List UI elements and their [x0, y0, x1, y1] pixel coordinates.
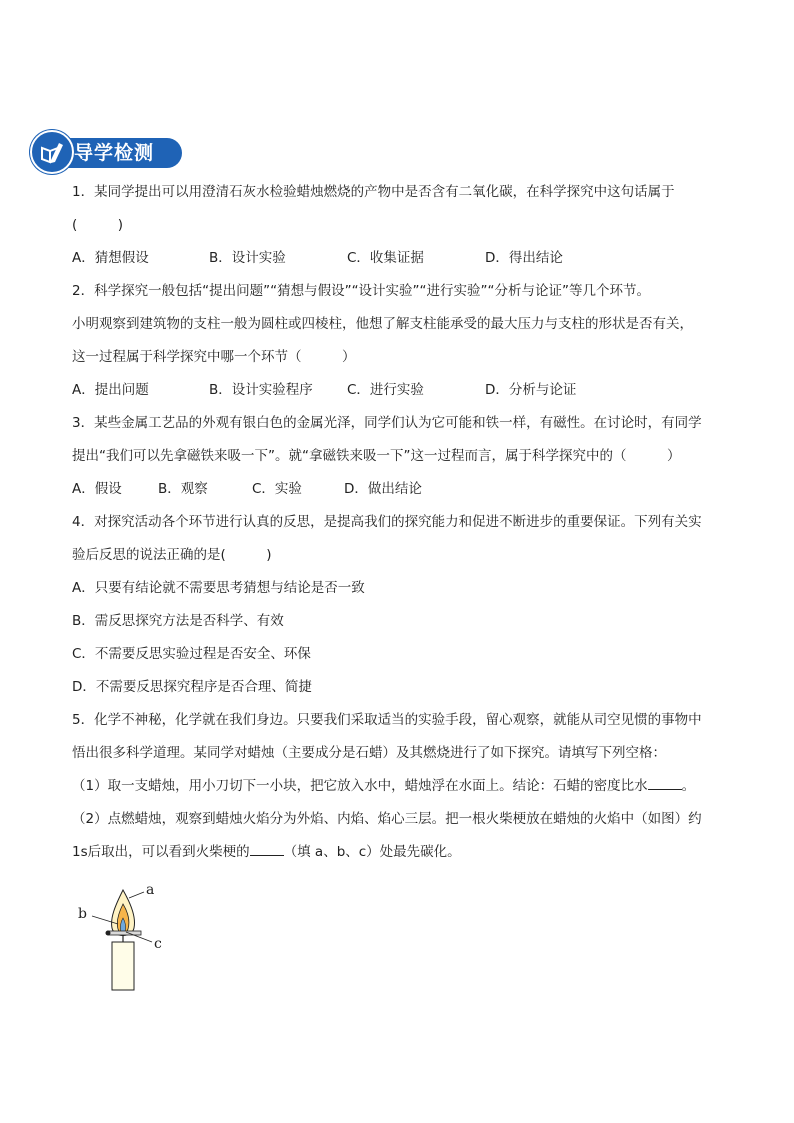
q3-option-c[interactable]: C．实验 — [252, 481, 302, 497]
q5-stem-line-2: 悟出很多科学道理。某同学对蜡烛（主要成分是石蜡）及其燃烧进行了如下探究。请填写下列空格： — [72, 745, 666, 761]
q5-sub2-end: （填 a、b、c）处最先碳化。 — [283, 844, 461, 860]
section-title: 导学检测 — [74, 142, 155, 164]
q2-option-a[interactable]: A．提出问题 — [72, 382, 149, 398]
q4-option-b[interactable]: B．需反思探究方法是否科学、有效 — [72, 613, 284, 629]
q2-stem-line-1: 2．科学探究一般包括“提出问题”“猜想与假设”“设计实验”“进行实验”“分析与论证”等几个环节。 — [72, 283, 651, 299]
q5-sub2-text: 1s后取出，可以看到火柴梗的 — [72, 844, 250, 860]
q5-sub1-blank[interactable] — [648, 775, 682, 790]
q2-option-d[interactable]: D．分析与论证 — [485, 382, 577, 398]
q2-option-b[interactable]: B．设计实验程序 — [209, 382, 313, 398]
q4-option-d[interactable]: D．不需要反思探究程序是否合理、简捷 — [72, 679, 312, 695]
match-stick — [108, 931, 141, 935]
q3-stem-line-2: 提出“我们可以先拿磁铁来吸一下”。就“拿磁铁来吸一下”这一过程而言，属于科学探究中的（ ） — [72, 448, 681, 464]
pencil-book-icon — [30, 130, 74, 174]
q5-stem-line-1: 5．化学不神秘，化学就在我们身边。只要我们采取适当的实验手段，留心观察，就能从司空见惯的事物中 — [72, 712, 702, 728]
section-header — [30, 130, 182, 172]
q2-option-c[interactable]: C．进行实验 — [347, 382, 424, 398]
candle-flame-figure — [74, 880, 184, 1000]
q5-sub1-text: （1）取一支蜡烛，用小刀切下一小块，把它放入水中，蜡烛浮在水面上。结论：石蜡的密度比水 — [72, 778, 648, 794]
q1-options — [72, 242, 732, 275]
figure-label-a: a — [146, 882, 155, 898]
q3-option-d[interactable]: D．做出结论 — [344, 481, 422, 497]
question-list — [72, 176, 732, 869]
q3-option-a[interactable]: A．假设 — [72, 481, 122, 497]
q5-sub2-blank[interactable] — [250, 841, 284, 856]
q4-stem-line-1: 4．对探究活动各个环节进行认真的反思，是提高我们的探究能力和促进不断进步的重要保证。下列有关实 — [72, 514, 702, 530]
q4-stem-line-2: 验后反思的说法正确的是( ) — [72, 547, 272, 563]
q1-option-b[interactable]: B．设计实验 — [209, 250, 286, 266]
q3-options — [72, 473, 732, 506]
q2-stem-line-2: 小明观察到建筑物的支柱一般为圆柱或四棱柱，他想了解支柱能承受的最大压力与支柱的形状是否有关， — [72, 316, 693, 332]
q1-stem-line-2: ( ) — [72, 217, 124, 233]
q5-sub1 — [72, 770, 732, 803]
q1-option-c[interactable]: C．收集证据 — [347, 250, 424, 266]
figure-label-c: c — [154, 936, 162, 952]
q4-option-c[interactable]: C．不需要反思实验过程是否安全、环保 — [72, 646, 311, 662]
leader-line-a — [129, 892, 144, 898]
q4-option-a[interactable]: A．只要有结论就不需要思考猜想与结论是否一致 — [72, 580, 365, 596]
q1-stem-line-1: 1．某同学提出可以用澄清石灰水检验蜡烛燃烧的产物中是否含有二氧化碳，在科学探究中这句话属于 — [72, 184, 675, 200]
q2-stem-line-3: 这一过程属于科学探究中哪一个环节（ ） — [72, 349, 356, 365]
q5-sub2-line-2 — [72, 836, 732, 869]
candle-body — [112, 942, 134, 990]
q5-sub1-end: 。 — [681, 778, 696, 794]
q2-options — [72, 374, 732, 407]
match-head — [106, 931, 111, 936]
q1-option-a[interactable]: A．猜想假设 — [72, 250, 149, 266]
q3-stem-line-1: 3．某些金属工艺品的外观有银白色的金属光泽，同学们认为它可能和铁一样，有磁性。在讨论时，有同学 — [72, 415, 702, 431]
figure-label-b: b — [78, 906, 87, 922]
q3-option-b[interactable]: B．观察 — [158, 481, 208, 497]
q1-option-d[interactable]: D．得出结论 — [485, 250, 563, 266]
q5-sub2-line-1: （2）点燃蜡烛，观察到蜡烛火焰分为外焰、内焰、焰心三层。把一根火柴梗放在蜡烛的火焰中（如图）约 — [72, 811, 702, 827]
